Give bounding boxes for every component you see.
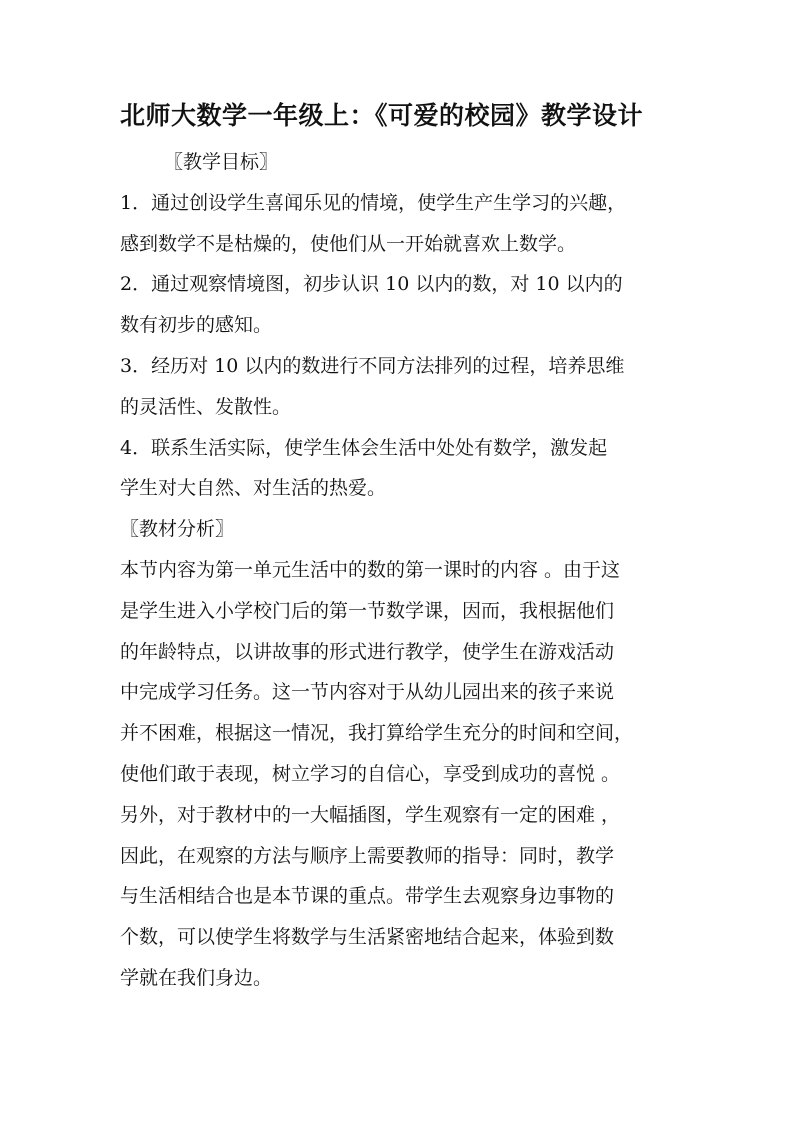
objective-line: 学生对大自然、对生活的热爱。 bbox=[120, 477, 387, 500]
objective-line: 2．通过观察情境图，初步认识 10 以内的数，对 10 以内的 bbox=[120, 273, 623, 296]
analysis-line: 中完成学习任务。这一节内容对于从幼儿园出来的孩子来说 bbox=[120, 681, 615, 704]
objective-line: 数有初步的感知。 bbox=[120, 314, 273, 337]
analysis-line: 是学生进入小学校门后的第一节数学课，因而，我根据他们 bbox=[120, 599, 615, 622]
analysis-line: 并不困难，根据这一情况，我打算给学生充分的时间和空间， bbox=[120, 722, 634, 745]
objective-line: 感到数学不是枯燥的，使他们从一开始就喜欢上数学。 bbox=[120, 232, 577, 255]
analysis-line: 本节内容为第一单元生活中的数的第一课时的内容 。由于这 bbox=[120, 558, 621, 581]
analysis-line: 的年龄特点，以讲故事的形式进行教学，使学生在游戏活动 bbox=[120, 640, 615, 663]
objective-line: 1．通过创设学生喜闻乐见的情境，使学生产生学习的兴趣， bbox=[120, 191, 627, 214]
analysis-line: 与生活相结合也是本节课的重点。带学生去观察身边事物的 bbox=[120, 885, 615, 908]
analysis-heading: 〖教材分析〗 bbox=[120, 518, 235, 541]
document-title: 北师大数学一年级上：《可爱的校园》教学设计 bbox=[120, 101, 644, 130]
analysis-line: 个数，可以使学生将数学与生活紧密地结合起来，体验到数 bbox=[120, 926, 615, 949]
analysis-line: 使他们敢于表现，树立学习的自信心，享受到成功的喜悦 。 bbox=[120, 762, 621, 785]
document-body bbox=[120, 142, 680, 999]
objectives-heading: 〖教学目标〗 bbox=[164, 151, 279, 173]
objective-line: 3．经历对 10 以内的数进行不同方法排列的过程，培养思维 bbox=[120, 354, 625, 377]
analysis-line: 另外，对于教材中的一大幅插图，学生观察有一定的困难 ， bbox=[120, 803, 621, 826]
analysis-line: 因此，在观察的方法与顺序上需要教师的指导：同时，教学 bbox=[120, 844, 615, 867]
objective-line: 的灵活性、发散性。 bbox=[120, 395, 292, 418]
objective-line: 4．联系生活实际，使学生体会生活中处处有数学，激发起 bbox=[120, 436, 608, 459]
analysis-line: 学就在我们身边。 bbox=[120, 966, 273, 989]
